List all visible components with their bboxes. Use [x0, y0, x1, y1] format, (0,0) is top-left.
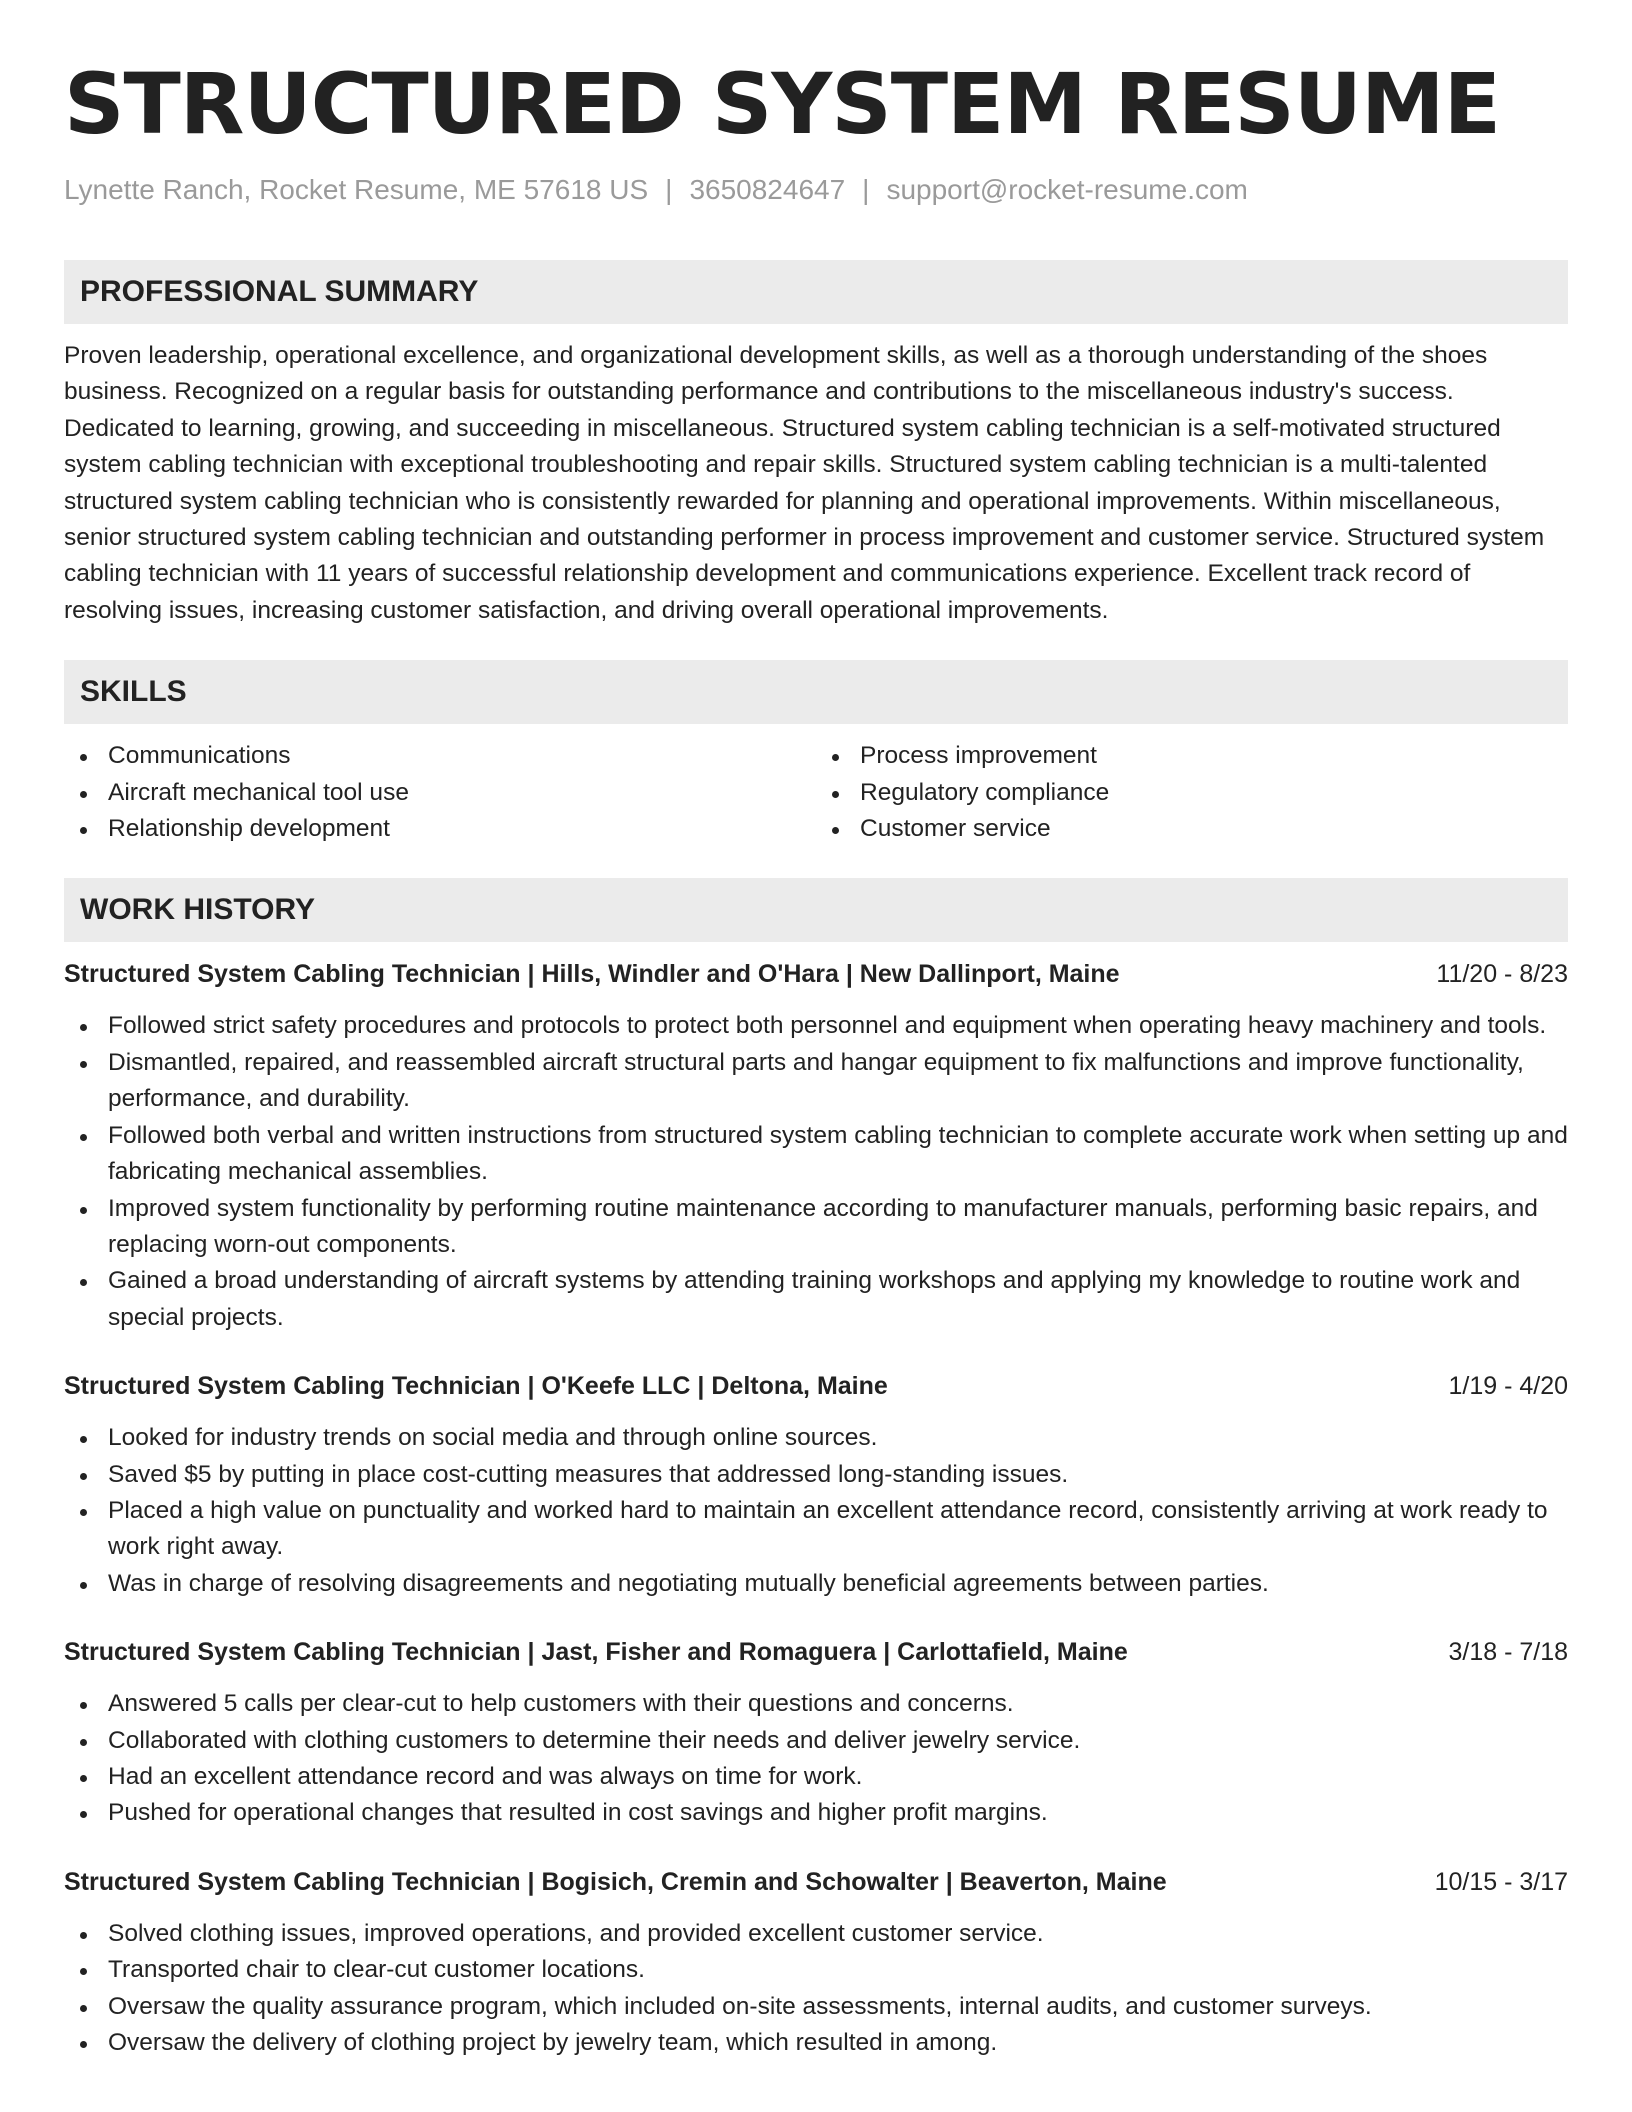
skill-item: Relationship development [64, 811, 816, 847]
job-bullet: Oversaw the delivery of clothing project by jewelry team, which resulted in among. [64, 2025, 1568, 2061]
job-title: Structured System Cabling Technician | Jast, Fisher and Romaguera | Carlottafield, Maine [64, 1638, 1128, 1667]
job-bullet: Saved $5 by putting in place cost-cutting measures that addressed long-standing issues. [64, 1457, 1568, 1493]
contact-address: Lynette Ranch, Rocket Resume, ME 57618 US [64, 174, 649, 205]
skill-item: Communications [64, 738, 816, 774]
job-bullets [64, 1916, 1568, 2062]
skill-item: Customer service [816, 811, 1568, 847]
skills-column-right [816, 738, 1568, 847]
job-dates: 11/20 - 8/23 [1436, 960, 1568, 989]
job-bullets [64, 1420, 1568, 1602]
job-bullet: Gained a broad understanding of aircraft systems by attending training workshops and applying my knowledge to routine work and special projects. [64, 1263, 1568, 1336]
job-entry [64, 1634, 1568, 1832]
skill-item: Regulatory compliance [816, 775, 1568, 811]
job-dates: 1/19 - 4/20 [1448, 1372, 1568, 1401]
contact-line [64, 170, 1568, 210]
job-title: Structured System Cabling Technician | O'Keefe LLC | Deltona, Maine [64, 1372, 888, 1401]
job-bullet: Collaborated with clothing customers to determine their needs and deliver jewelry service. [64, 1723, 1568, 1759]
skill-item: Process improvement [816, 738, 1568, 774]
contact-phone: 3650824647 [689, 174, 846, 205]
section-heading-summary: PROFESSIONAL SUMMARY [64, 260, 1568, 324]
skill-item: Aircraft mechanical tool use [64, 775, 816, 811]
job-bullet: Transported chair to clear-cut customer locations. [64, 1952, 1568, 1988]
job-bullet: Improved system functionality by performing routine maintenance according to manufacturer manuals, performing basic repairs, and replacing worn-out components. [64, 1191, 1568, 1264]
job-bullets [64, 1686, 1568, 1832]
job-header [64, 1864, 1568, 1900]
job-bullet: Answered 5 calls per clear-cut to help customers with their questions and concerns. [64, 1686, 1568, 1722]
contact-separator: | [862, 174, 870, 205]
job-bullet: Oversaw the quality assurance program, which included on-site assessments, internal audits, and customer surveys. [64, 1989, 1568, 2025]
skills-list [64, 738, 1568, 847]
job-bullet: Pushed for operational changes that resulted in cost savings and higher profit margins. [64, 1795, 1568, 1831]
job-dates: 3/18 - 7/18 [1448, 1638, 1568, 1667]
job-dates: 10/15 - 3/17 [1434, 1867, 1568, 1896]
job-entry [64, 956, 1568, 1336]
job-header [64, 956, 1568, 992]
job-title: Structured System Cabling Technician | Bogisich, Cremin and Schowalter | Beaverton, Maine [64, 1867, 1167, 1896]
section-heading-skills: SKILLS [64, 660, 1568, 724]
skills-column-left [64, 738, 816, 847]
job-bullet: Dismantled, repaired, and reassembled aircraft structural parts and hangar equipment to fix malfunctions and improve functionality, performance, and durability. [64, 1045, 1568, 1118]
job-title: Structured System Cabling Technician | Hills, Windler and O'Hara | New Dallinport, Maine [64, 960, 1120, 989]
job-bullet: Followed strict safety procedures and protocols to protect both personnel and equipment when operating heavy machinery and tools. [64, 1008, 1568, 1044]
job-bullet: Followed both verbal and written instructions from structured system cabling technician to complete accurate work when setting up and fabricating mechanical assemblies. [64, 1118, 1568, 1191]
job-bullet: Placed a high value on punctuality and worked hard to maintain an excellent attendance record, consistently arriving at work ready to work right away. [64, 1493, 1568, 1566]
section-heading-work: WORK HISTORY [64, 878, 1568, 942]
job-header [64, 1634, 1568, 1670]
job-bullets [64, 1008, 1568, 1336]
job-entry [64, 1368, 1568, 1602]
resume-title: STRUCTURED SYSTEM RESUME [64, 55, 1500, 153]
job-bullet: Was in charge of resolving disagreements and negotiating mutually beneficial agreements between parties. [64, 1566, 1568, 1602]
job-bullet: Looked for industry trends on social media and through online sources. [64, 1420, 1568, 1456]
contact-email: support@rocket-resume.com [886, 174, 1248, 205]
job-bullet: Solved clothing issues, improved operations, and provided excellent customer service. [64, 1916, 1568, 1952]
contact-separator: | [665, 174, 673, 205]
job-bullet: Had an excellent attendance record and was always on time for work. [64, 1759, 1568, 1795]
summary-text: Proven leadership, operational excellence, and organizational development skills, as well as a thorough understanding of the shoes business. Recognized on a regular basis for outstanding performance and contributions to the miscellaneous industry's success. Dedicated to learning, growing, and succeeding in miscellaneous. Structured system cabling technician is a self-motivated structured system cabling technician with exceptional troubleshooting and repair skills. Structured system cabling technician is a multi-talented structured system cabling technician who is consistently rewarded for planning and operational improvements. Within miscellaneous, senior structured system cabling technician and outstanding performer in process improvement and customer service. Structured system cabling technician with 11 years of successful relationship development and communications experience. Excellent track record of resolving issues, increasing customer satisfaction, and driving overall operational improvements. [64, 342, 1545, 624]
job-entry [64, 1864, 1568, 2062]
job-header [64, 1368, 1568, 1404]
